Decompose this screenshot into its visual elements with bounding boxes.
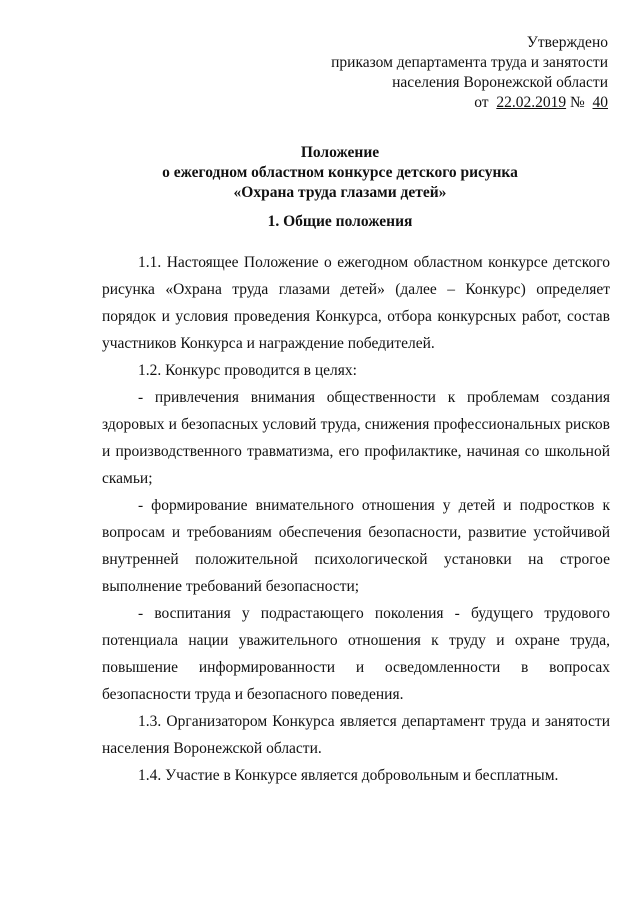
approval-date: 22.02.2019: [496, 94, 567, 111]
title-line-3: «Охрана труда глазами детей»: [233, 184, 447, 201]
approval-line-2: приказом департамента труда и занятости: [331, 54, 608, 71]
goal-bullet-2: - формирование внимательного отношения у детей и подростков к вопросам и требованиям обеспечения безопасности, развитие устойчивой внутренней положительной психологической установки на строгое выполнение требований безопасности;: [102, 497, 610, 595]
title-line-2: о ежегодном областном конкурсе детского рисунка: [162, 164, 518, 181]
approval-date-line: [331, 93, 608, 113]
paragraph-1-2: 1.2. Конкурс проводится в целях:: [138, 362, 357, 379]
section-body: [102, 249, 610, 789]
paragraph-1-3: 1.3. Организатором Конкурса является департамент труда и занятости населения Воронежской области.: [102, 713, 610, 757]
approval-number: 40: [592, 94, 608, 111]
title-line-1: Положение: [300, 144, 380, 161]
paragraph-1-1: 1.1. Настоящее Положение о ежегодном областном конкурсе детского рисунка «Охрана труда глазами детей» (далее – Конкурс) определяет порядок и условия проведения Конкурса, отбора конкурсных работ, состав участников Конкурса и награждение победителей.: [102, 254, 610, 352]
approval-line-3: населения Воронежской области: [392, 74, 608, 91]
goal-bullet-1: - привлечения внимания общественности к проблемам создания здоровых и безопасных условий труда, снижения профессиональных рисков и производственного травматизма, его профилактике, начиная со школьной скамьи;: [102, 389, 610, 487]
paragraph-1-4: 1.4. Участие в Конкурсе является добровольным и бесплатным.: [138, 767, 559, 784]
approval-line-1: Утверждено: [526, 34, 608, 51]
section-title: 1. Общие положения: [267, 213, 413, 230]
approval-number-sign: №: [569, 94, 585, 111]
document-title: [0, 143, 640, 203]
goal-bullet-3: - воспитания у подрастающего поколения - будущего трудового потенциала нации уважительного отношения к труду и охране труда, повышение информированности и осведомленности в вопросах безопасности труда и безопасного поведения.: [102, 605, 610, 703]
approval-date-prefix: от: [474, 94, 489, 111]
approval-stamp: [331, 33, 608, 113]
